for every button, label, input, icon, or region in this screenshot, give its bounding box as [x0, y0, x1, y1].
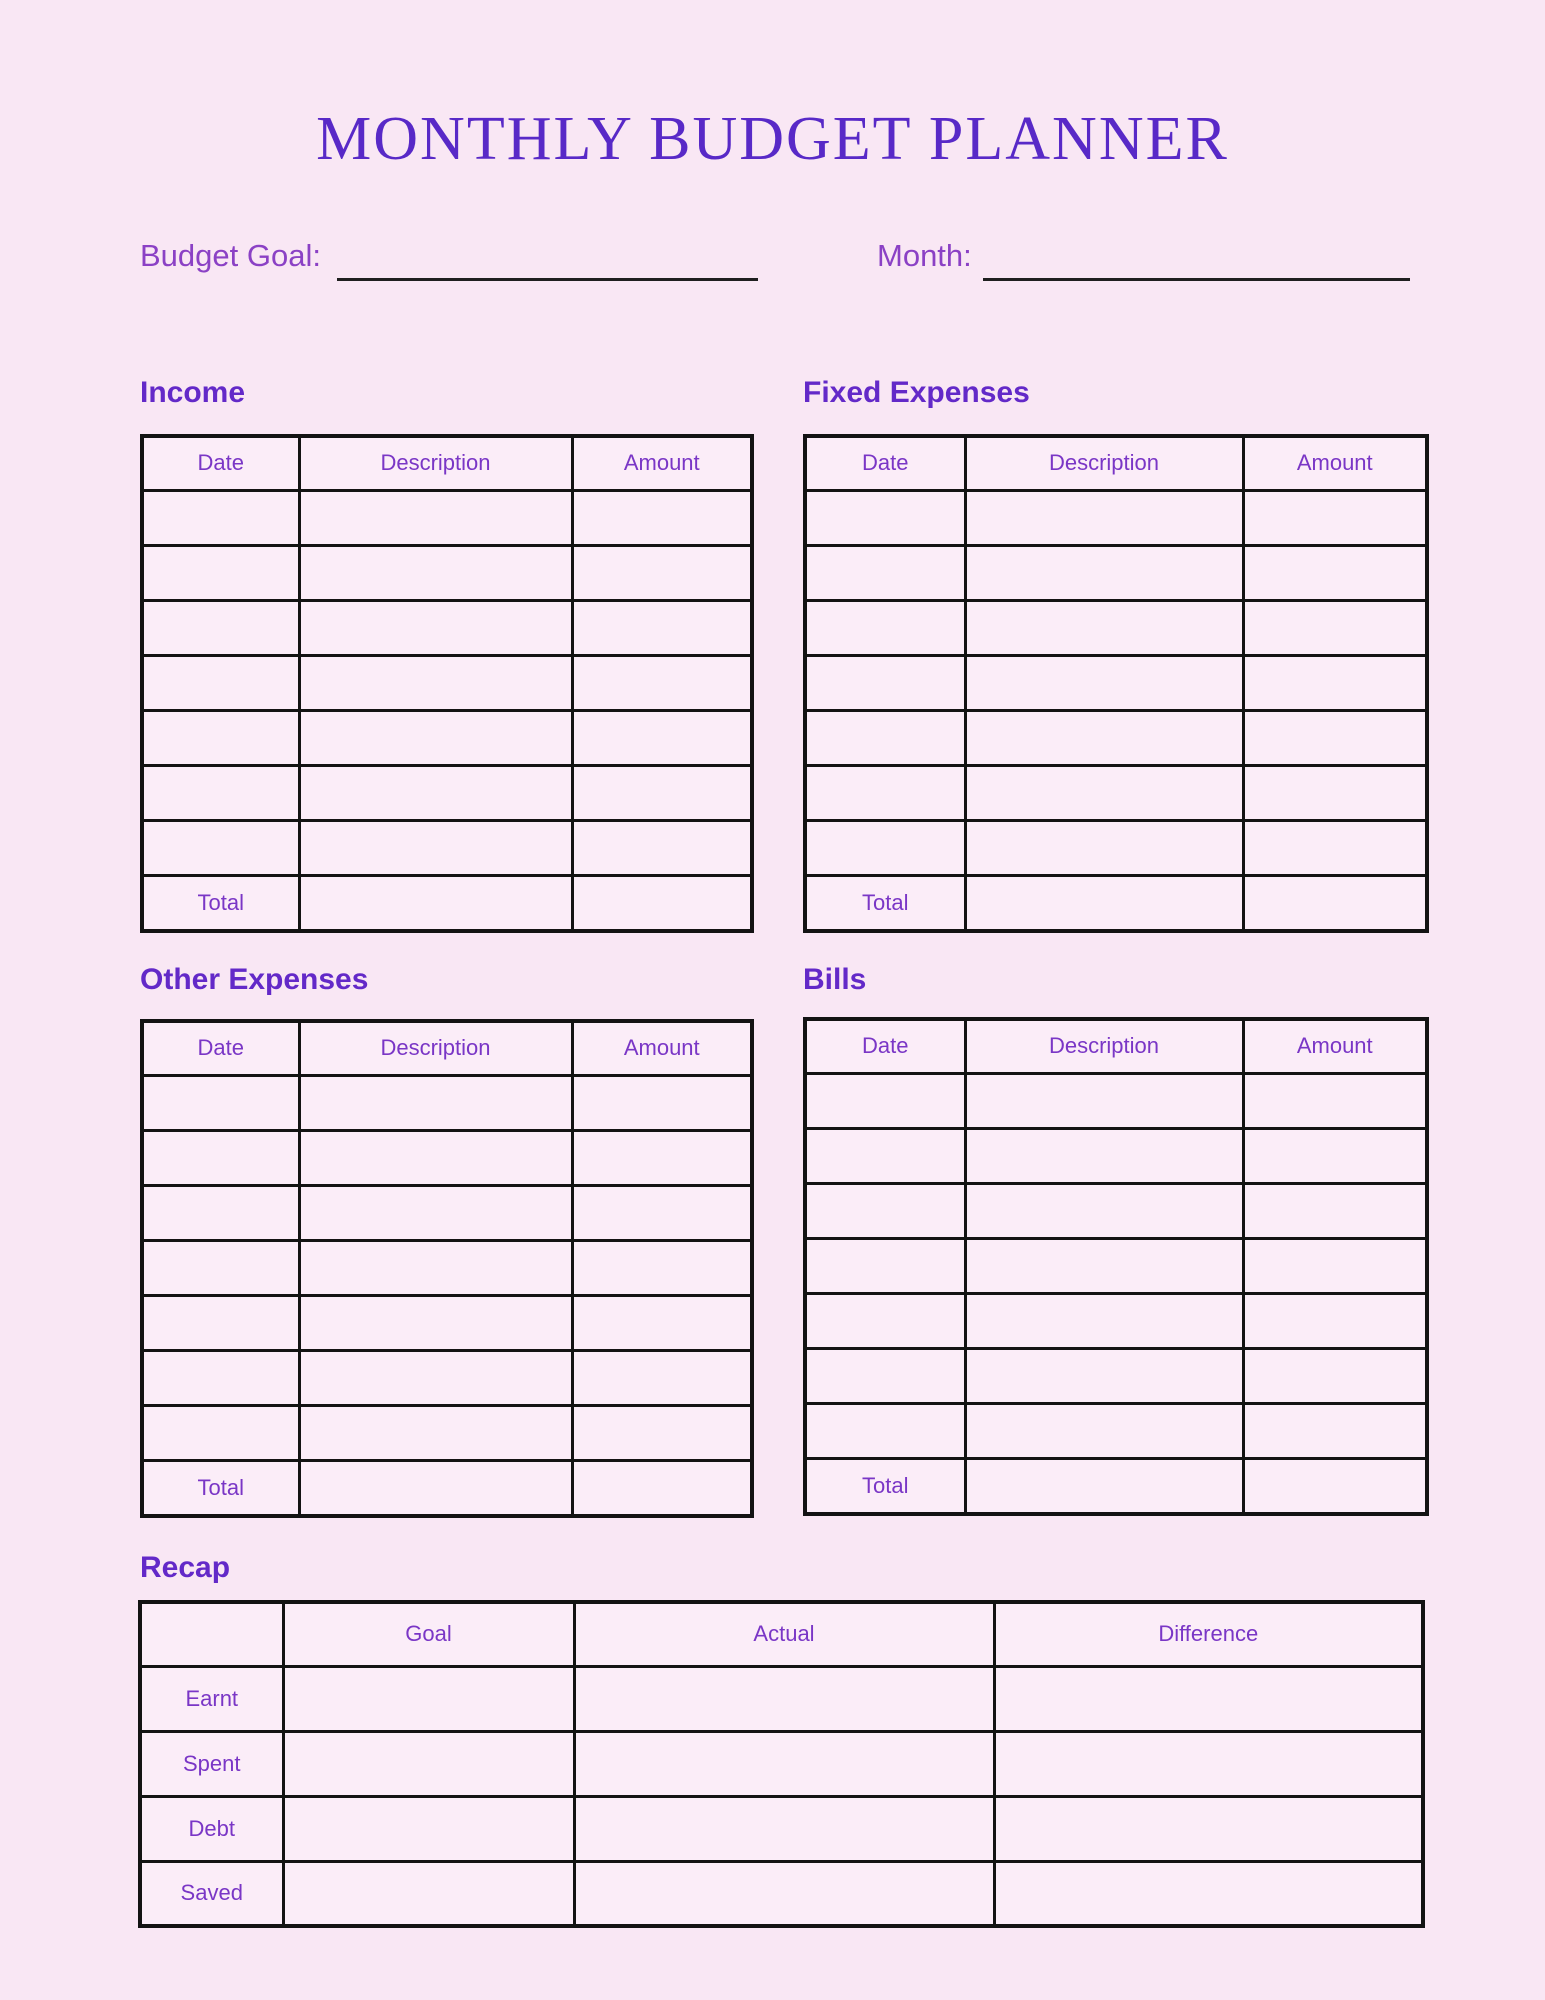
month-label: Month: — [877, 238, 972, 273]
fixed-expenses-cell[interactable] — [1243, 655, 1427, 710]
fixed-expenses-cell[interactable] — [965, 545, 1243, 600]
other-expenses-cell[interactable] — [142, 1350, 299, 1405]
other-expenses-cell[interactable] — [299, 1130, 572, 1185]
income-table — [140, 434, 754, 933]
income-header-amount: Amount — [572, 436, 752, 490]
bills-total-label: Total — [805, 1458, 965, 1514]
recap-cell[interactable] — [283, 1861, 574, 1926]
income-row — [142, 820, 752, 875]
fixed-expenses-cell[interactable] — [805, 820, 965, 875]
section-title-fixed-expenses: Fixed Expenses — [803, 376, 1030, 409]
other-expenses-row — [142, 1295, 752, 1350]
fixed-expenses-cell[interactable] — [1243, 820, 1427, 875]
other-expenses-cell[interactable] — [572, 1350, 752, 1405]
income-cell[interactable] — [142, 545, 299, 600]
recap-cell[interactable] — [994, 1666, 1423, 1731]
income-row — [142, 765, 752, 820]
income-cell[interactable] — [142, 600, 299, 655]
fixed-expenses-total-row — [805, 875, 1427, 931]
income-total-cell[interactable] — [572, 875, 752, 931]
bills-cell[interactable] — [1243, 1073, 1427, 1128]
income-cell[interactable] — [142, 765, 299, 820]
bills-total-cell[interactable] — [1243, 1458, 1427, 1514]
recap-cell[interactable] — [574, 1796, 994, 1861]
other-expenses-row — [142, 1405, 752, 1460]
bills-header-amount: Amount — [1243, 1019, 1427, 1073]
fixed-expenses-cell[interactable] — [965, 820, 1243, 875]
other-expenses-cell[interactable] — [572, 1075, 752, 1130]
month-fill-line[interactable] — [983, 278, 1410, 281]
bills-cell[interactable] — [805, 1403, 965, 1458]
section-title-bills: Bills — [803, 963, 867, 996]
bills-total-row — [805, 1458, 1427, 1514]
fixed-expenses-cell[interactable] — [805, 490, 965, 545]
other-expenses-cell[interactable] — [299, 1295, 572, 1350]
income-cell[interactable] — [299, 545, 572, 600]
bills-cell[interactable] — [805, 1128, 965, 1183]
income-row — [142, 710, 752, 765]
bills-header-date: Date — [805, 1019, 965, 1073]
income-cell[interactable] — [572, 710, 752, 765]
bills-cell[interactable] — [1243, 1403, 1427, 1458]
fixed-expenses-row — [805, 655, 1427, 710]
fixed-expenses-cell[interactable] — [965, 490, 1243, 545]
bills-total-cell[interactable] — [965, 1458, 1243, 1514]
other-expenses-cell[interactable] — [572, 1295, 752, 1350]
fixed-expenses-cell[interactable] — [805, 600, 965, 655]
recap-cell[interactable] — [283, 1796, 574, 1861]
income-total-cell[interactable] — [299, 875, 572, 931]
budget-goal-fill-line[interactable] — [337, 278, 758, 281]
fixed-expenses-cell[interactable] — [965, 765, 1243, 820]
fixed-expenses-row — [805, 600, 1427, 655]
income-cell[interactable] — [572, 655, 752, 710]
budget-goal-label: Budget Goal: — [140, 238, 321, 273]
recap-table — [138, 1600, 1425, 1928]
fixed-expenses-cell[interactable] — [1243, 710, 1427, 765]
fixed-expenses-total-cell[interactable] — [965, 875, 1243, 931]
other-expenses-total-row — [142, 1460, 752, 1516]
other-expenses-row — [142, 1240, 752, 1295]
recap-cell[interactable] — [574, 1861, 994, 1926]
fixed-expenses-cell[interactable] — [965, 710, 1243, 765]
bills-row — [805, 1403, 1427, 1458]
fixed-expenses-row — [805, 765, 1427, 820]
recap-row-label: Spent — [140, 1731, 283, 1796]
other-expenses-cell[interactable] — [572, 1130, 752, 1185]
income-row — [142, 600, 752, 655]
other-expenses-total-label: Total — [142, 1460, 299, 1516]
income-cell[interactable] — [572, 490, 752, 545]
fixed-expenses-cell[interactable] — [1243, 490, 1427, 545]
other-expenses-header-date: Date — [142, 1021, 299, 1075]
other-expenses-cell[interactable] — [142, 1075, 299, 1130]
other-expenses-cell[interactable] — [299, 1240, 572, 1295]
recap-cell[interactable] — [994, 1796, 1423, 1861]
other-expenses-cell[interactable] — [142, 1130, 299, 1185]
other-expenses-cell[interactable] — [572, 1185, 752, 1240]
recap-cell[interactable] — [283, 1666, 574, 1731]
bills-cell[interactable] — [1243, 1348, 1427, 1403]
page-title: MONTHLY BUDGET PLANNER — [316, 105, 1229, 173]
other-expenses-cell[interactable] — [299, 1075, 572, 1130]
other-expenses-cell[interactable] — [299, 1405, 572, 1460]
other-expenses-cell[interactable] — [142, 1405, 299, 1460]
bills-row — [805, 1293, 1427, 1348]
fixed-expenses-cell[interactable] — [1243, 545, 1427, 600]
other-expenses-row — [142, 1075, 752, 1130]
income-header-description: Description — [299, 436, 572, 490]
bills-header-description: Description — [965, 1019, 1243, 1073]
income-cell[interactable] — [572, 600, 752, 655]
bills-cell[interactable] — [965, 1073, 1243, 1128]
bills-cell[interactable] — [965, 1403, 1243, 1458]
other-expenses-row — [142, 1350, 752, 1405]
fixed-expenses-cell[interactable] — [805, 710, 965, 765]
recap-cell[interactable] — [994, 1861, 1423, 1926]
bills-cell[interactable] — [965, 1348, 1243, 1403]
income-cell[interactable] — [572, 765, 752, 820]
other-expenses-header-amount: Amount — [572, 1021, 752, 1075]
fixed-expenses-total-cell[interactable] — [1243, 875, 1427, 931]
other-expenses-cell[interactable] — [572, 1405, 752, 1460]
other-expenses-total-cell[interactable] — [572, 1460, 752, 1516]
income-cell[interactable] — [572, 545, 752, 600]
fixed-expenses-cell[interactable] — [965, 600, 1243, 655]
recap-header-actual: Actual — [574, 1602, 994, 1666]
fixed-expenses-row — [805, 545, 1427, 600]
fixed-expenses-cell[interactable] — [805, 545, 965, 600]
fixed-expenses-total-label: Total — [805, 875, 965, 931]
income-cell[interactable] — [299, 820, 572, 875]
bills-row — [805, 1238, 1427, 1293]
bills-cell[interactable] — [965, 1293, 1243, 1348]
other-expenses-row — [142, 1130, 752, 1185]
income-row — [142, 490, 752, 545]
recap-cell[interactable] — [283, 1731, 574, 1796]
recap-cell[interactable] — [574, 1731, 994, 1796]
income-header-date: Date — [142, 436, 299, 490]
bills-row — [805, 1348, 1427, 1403]
bills-cell[interactable] — [1243, 1183, 1427, 1238]
fixed-expenses-cell[interactable] — [1243, 765, 1427, 820]
income-cell[interactable] — [299, 490, 572, 545]
recap-corner-cell — [140, 1602, 283, 1666]
income-cell[interactable] — [299, 655, 572, 710]
recap-row-label: Saved — [140, 1861, 283, 1926]
bills-table — [803, 1017, 1429, 1516]
income-cell[interactable] — [142, 710, 299, 765]
other-expenses-cell[interactable] — [572, 1240, 752, 1295]
income-cell[interactable] — [299, 765, 572, 820]
recap-row-saved — [140, 1861, 1423, 1926]
other-expenses-cell[interactable] — [299, 1350, 572, 1405]
other-expenses-table — [140, 1019, 754, 1518]
income-cell[interactable] — [142, 655, 299, 710]
fixed-expenses-cell[interactable] — [805, 765, 965, 820]
bills-cell[interactable] — [805, 1238, 965, 1293]
bills-cell[interactable] — [1243, 1293, 1427, 1348]
bills-row — [805, 1183, 1427, 1238]
recap-row-label: Debt — [140, 1796, 283, 1861]
recap-row-earnt — [140, 1666, 1423, 1731]
section-title-other-expenses: Other Expenses — [140, 963, 369, 996]
fixed-expenses-header-description: Description — [965, 436, 1243, 490]
bills-row — [805, 1073, 1427, 1128]
other-expenses-total-cell[interactable] — [299, 1460, 572, 1516]
recap-cell[interactable] — [994, 1731, 1423, 1796]
other-expenses-cell[interactable] — [142, 1240, 299, 1295]
recap-row-spent — [140, 1731, 1423, 1796]
bills-cell[interactable] — [965, 1183, 1243, 1238]
fixed-expenses-row — [805, 820, 1427, 875]
income-cell[interactable] — [142, 820, 299, 875]
recap-header-difference: Difference — [994, 1602, 1423, 1666]
section-title-income: Income — [140, 376, 246, 409]
income-total-row — [142, 875, 752, 931]
bills-cell[interactable] — [805, 1293, 965, 1348]
income-cell[interactable] — [142, 490, 299, 545]
bills-cell[interactable] — [805, 1073, 965, 1128]
recap-cell[interactable] — [574, 1666, 994, 1731]
other-expenses-cell[interactable] — [142, 1185, 299, 1240]
fixed-expenses-cell[interactable] — [1243, 600, 1427, 655]
bills-cell[interactable] — [805, 1348, 965, 1403]
fixed-expenses-cell[interactable] — [805, 655, 965, 710]
fixed-expenses-row — [805, 490, 1427, 545]
income-total-label: Total — [142, 875, 299, 931]
other-expenses-cell[interactable] — [299, 1185, 572, 1240]
other-expenses-cell[interactable] — [142, 1295, 299, 1350]
bills-cell[interactable] — [805, 1183, 965, 1238]
bills-cell[interactable] — [965, 1128, 1243, 1183]
bills-cell[interactable] — [1243, 1238, 1427, 1293]
fixed-expenses-header-amount: Amount — [1243, 436, 1427, 490]
income-row — [142, 545, 752, 600]
bills-cell[interactable] — [1243, 1128, 1427, 1183]
fixed-expenses-table — [803, 434, 1429, 933]
other-expenses-header-description: Description — [299, 1021, 572, 1075]
fixed-expenses-row — [805, 710, 1427, 765]
other-expenses-row — [142, 1185, 752, 1240]
recap-header-goal: Goal — [283, 1602, 574, 1666]
income-cell[interactable] — [299, 710, 572, 765]
income-row — [142, 655, 752, 710]
section-title-recap: Recap — [140, 1551, 231, 1584]
bills-row — [805, 1128, 1427, 1183]
fixed-expenses-header-date: Date — [805, 436, 965, 490]
bills-cell[interactable] — [965, 1238, 1243, 1293]
fixed-expenses-cell[interactable] — [965, 655, 1243, 710]
recap-row-debt — [140, 1796, 1423, 1861]
income-cell[interactable] — [299, 600, 572, 655]
income-cell[interactable] — [572, 820, 752, 875]
recap-row-label: Earnt — [140, 1666, 283, 1731]
